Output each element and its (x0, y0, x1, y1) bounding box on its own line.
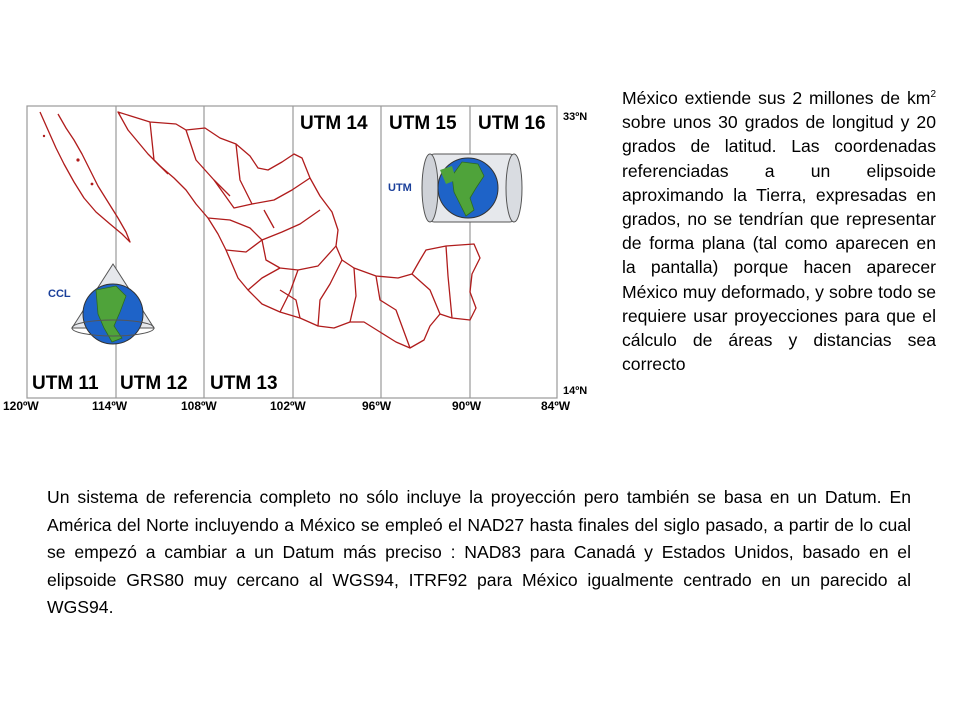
lat-label-top: 33ºN (563, 111, 588, 123)
lon-label-102: 102ºW (270, 399, 306, 413)
ccl-conic-globe (72, 264, 154, 344)
lon-label-96: 96ºW (362, 399, 392, 413)
lon-label-84: 84ºW (541, 399, 571, 413)
zone-label-utm11: UTM 11 (32, 373, 99, 394)
zone-label-utm12: UTM 12 (120, 373, 188, 394)
side-paragraph (622, 86, 936, 376)
gulf-islands (43, 135, 94, 186)
lon-label-90: 90ºW (452, 399, 482, 413)
side-paragraph-part1: México extiende sus 2 millones de km (622, 88, 931, 108)
side-paragraph-superscript: 2 (930, 89, 936, 101)
zone-label-utm16: UTM 16 (478, 113, 546, 134)
utm-projection-label: UTM (388, 182, 412, 194)
lon-label-108: 108ºW (181, 399, 217, 413)
map-svg (0, 100, 600, 420)
side-paragraph-part2: sobre unos 30 grados de longitud y 20 grados de latitud. Las coordenadas referenciadas a un elipsoide aproximando la Tierra, expresadas en grados, no se tendrían que representar de forma plana (tal como aparecen en la pantalla) porque hacen aparecer México muy deformado, y sobre todo se requiere usar proyecciones para que el cálculo de áreas y distancias sea correcto (622, 112, 936, 375)
zone-label-utm14: UTM 14 (300, 113, 368, 134)
zone-label-utm15: UTM 15 (389, 113, 457, 134)
lat-label-bottom: 14ºN (563, 385, 588, 397)
bottom-paragraph: Un sistema de referencia completo no sólo incluye la proyección pero también se basa en un Datum. En América del Norte incluyendo a México se empleó el NAD27 hasta finales del siglo pasado, a partir de lo cual se empezó a cambiar a un Datum más preciso : NAD83 para Canadá y Estados Unidos, basado en el elipsoide GRS80 muy cercano al WGS94, ITRF92 para México igualmente centrado en un parecido al WGS94. (47, 487, 911, 617)
utm-cylinder-globe (422, 154, 522, 222)
ccl-projection-label: CCL (48, 288, 71, 300)
lon-label-114: 114ºW (92, 399, 128, 413)
lon-label-120: 120ºW (3, 399, 39, 413)
zone-label-utm13: UTM 13 (210, 373, 278, 394)
zone-dividers (116, 106, 470, 398)
utm-zone-map (0, 100, 600, 420)
